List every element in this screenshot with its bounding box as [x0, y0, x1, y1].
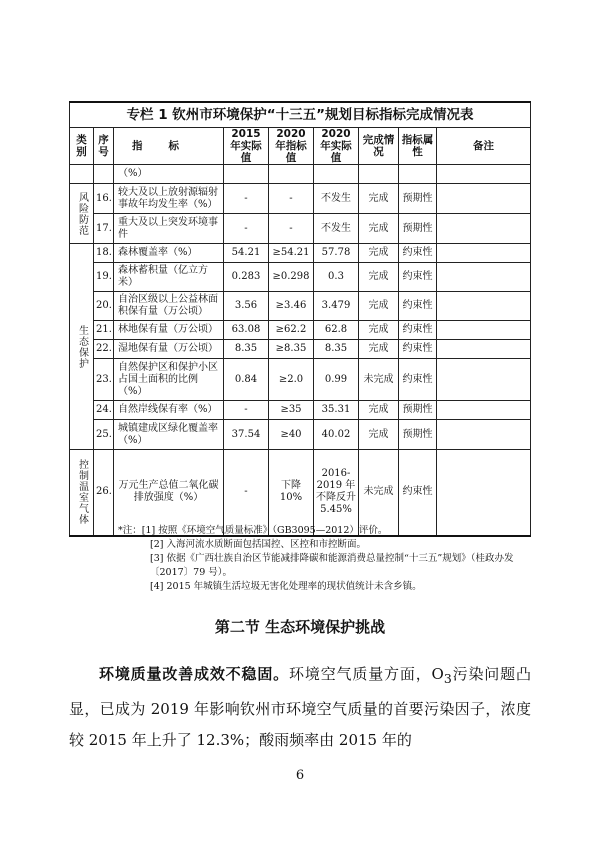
table-header-row	[70, 128, 531, 165]
header-attribute: 指标属性	[399, 128, 437, 165]
body-paragraph: 环境质量改善成效不稳固。环境空气质量方面，$O_3$污染问题凸显，已成为 2019 年影响钦州市环境空气质量的首要污染因子，浓度较 2015 年上升了 12.3%；酸雨频率由 2015 年的	[69, 665, 531, 749]
header-2020-actual: 2020 年实际值	[314, 128, 359, 165]
header-seq: 序号	[94, 128, 114, 165]
note-3: [3] 依据《广西壮族自治区节能减排降碳和能源消费总量控制“十三五”规划》（桂政办发〔2017〕79 号）。	[150, 553, 514, 578]
table-row: 25. 城镇建成区绿化覆盖率（%） 37.54 ≥40 40.02 完成 预期性	[70, 420, 531, 450]
indicator-table	[69, 101, 531, 537]
table-row: 控制温室气体 26. 万元生产总值二氧化碳排放强度（%） - 下降 10% 2016-2019 年不降反升 5.45% 未完成 约束性	[70, 450, 531, 536]
page-number: 6	[295, 768, 305, 783]
table-row: 21. 林地保有量（万公顷） 63.08 ≥62.2 62.8 完成 约束性	[70, 321, 531, 340]
table-notes	[118, 524, 538, 594]
table-row: 17. 重大及以上突发环境事件 - - 不发生 完成 预期性	[70, 214, 531, 244]
table-row: 19. 森林蓄积量（亿立方米） 0.283 ≥0.298 0.3 完成 约束性	[70, 263, 531, 292]
table-row: 风险防范 16. 较大及以上放射源辐射事故年均发生率（%） - - 不发生 完成 预期性	[70, 184, 531, 214]
group-climate: 控制温室气体	[70, 450, 94, 536]
table-row: 24. 自然岸线保有率（%） - ≥35 35.31 完成 预期性	[70, 401, 531, 420]
header-status: 完成情况	[359, 128, 399, 165]
table-row: 20. 自治区级以上公益林面积保有量（万公顷） 3.56 ≥3.46 3.479 完成 约束性	[70, 292, 531, 321]
note-4: [4] 2015 年城镇生活垃圾无害化处理率的现状值统计未含乡镇。	[150, 581, 422, 592]
table-row: 22. 湿地保有量（万公顷） 8.35 ≥8.35 8.35 完成 约束性	[70, 340, 531, 359]
table-row: 23. 自然保护区和保护小区占国土面积的比例（%） 0.84 ≥2.0 0.99 未完成 约束性	[70, 359, 531, 401]
header-indicator: 指标	[114, 128, 224, 165]
table-row	[70, 165, 531, 184]
header-category: 类别	[70, 128, 94, 165]
group-eco: 生态保护	[70, 244, 94, 450]
paragraph-lead: 环境质量改善成效不稳固。	[99, 665, 290, 683]
group-risk: 风险防范	[70, 184, 94, 244]
table-title-row	[70, 102, 531, 128]
note-2: [2] 入海河流水质断面包括国控、区控和市控断面。	[150, 539, 366, 550]
section-title: 第二节 生态环境保护挑战	[214, 618, 386, 636]
table-row: 生态保护 18. 森林覆盖率（%） 54.21 ≥54.21 57.78 完成 约束性	[70, 244, 531, 263]
continuation-cell: （%）	[114, 165, 224, 184]
header-remark: 备注	[437, 128, 531, 165]
note-1: *注：[1] 按照《环境空气质量标准》（GB3095—2012）评价。	[118, 525, 388, 536]
header-2015: 2015 年实际值	[224, 128, 269, 165]
table-title: 专栏 1 钦州市环境保护“十三五”规划目标指标完成情况表	[70, 102, 531, 128]
header-2020-target: 2020 年指标值	[269, 128, 314, 165]
